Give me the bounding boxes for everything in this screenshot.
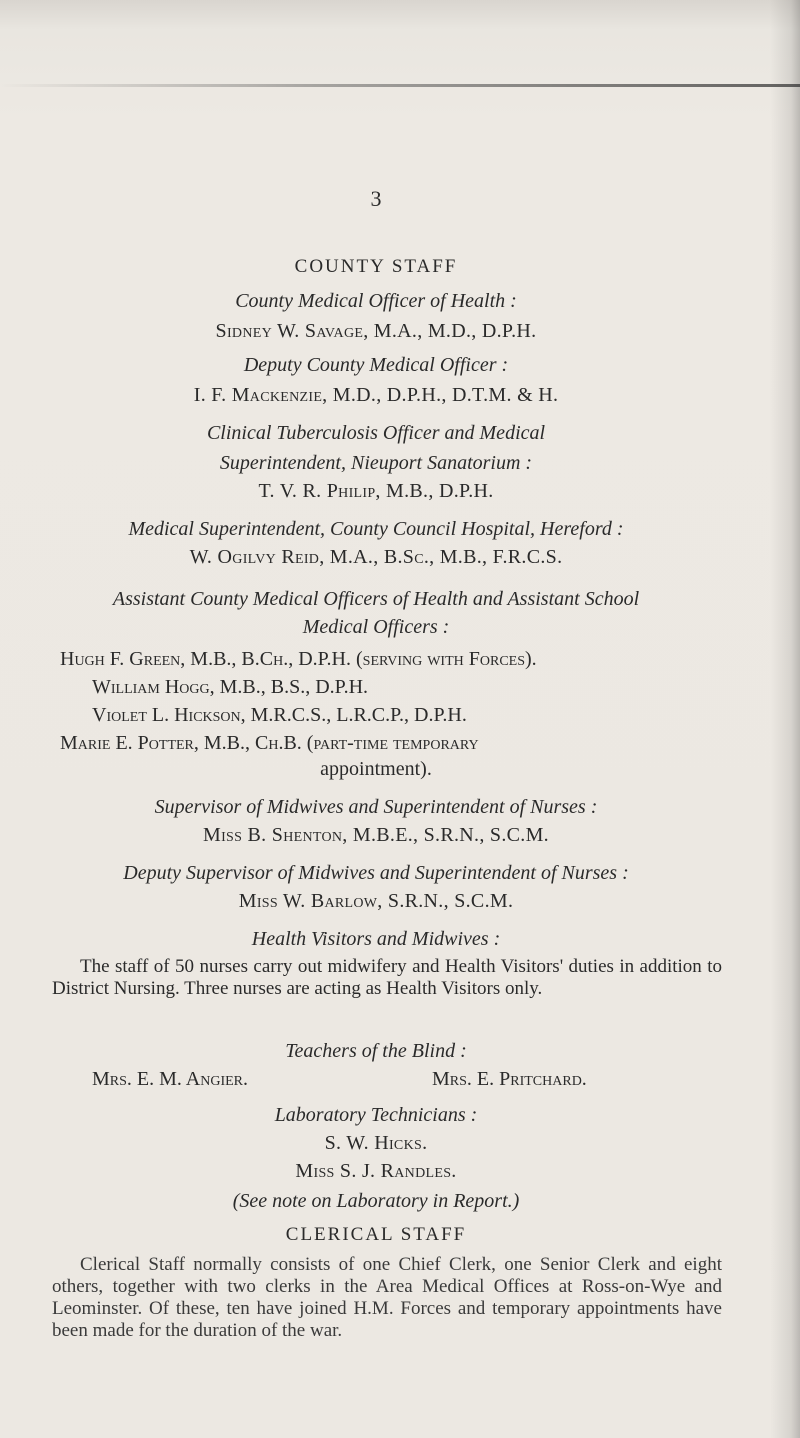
ms-name: W. Ogilvy Reid, M.A., B.Sc., M.B., F.R.C.S. (189, 546, 563, 568)
lab-note: (See note on Laboratory in Report.) (232, 1190, 520, 1212)
lab-title: Laboratory Technicians : (274, 1104, 478, 1126)
dcmo-title: Deputy County Medical Officer : (243, 354, 509, 376)
acmo-name-1: Hugh F. Green, M.B., B.Ch., D.P.H. (serving with Forces). (60, 648, 537, 670)
hv-title: Health Visitors and Midwives : (251, 928, 501, 950)
ctb-title-line2: Superintendent, Nieuport Sanatorium : (219, 452, 533, 474)
acmo-name-4-cont: appointment). (320, 758, 432, 780)
tb-title: Teachers of the Blind : (285, 1040, 467, 1062)
clerical-paragraph: Clerical Staff normally consists of one Chief Clerk, one Senior Clerk and eight others, together with two clerks in the Area Medical Offices at Ross-on-Wye and Leominster. Of these, ten have joined H.M. Forces and temporary appointments have been made for the duration of the war. (52, 1254, 722, 1341)
dsmw-name: Miss W. Barlow, S.R.N., S.C.M. (238, 890, 514, 912)
scan-right-edge-shadow (770, 0, 800, 1438)
acmo-name-4: Marie E. Potter, M.B., Ch.B. (part-time temporary (60, 732, 479, 754)
lab-name-1: S. W. Hicks. (324, 1132, 428, 1154)
smw-title: Supervisor of Midwives and Superintendent of Nurses : (154, 796, 598, 818)
tb-name-2: Mrs. E. Pritchard. (432, 1068, 587, 1090)
clerical-title: CLERICAL STAFF (285, 1224, 467, 1245)
scan-top-edge (0, 84, 800, 87)
cmo-name: Sidney W. Savage, M.A., M.D., D.P.H. (215, 320, 537, 342)
acmo-name-3: Violet L. Hickson, M.R.C.S., L.R.C.P., D.P.H. (92, 704, 467, 726)
dsmw-title: Deputy Supervisor of Midwives and Superintendent of Nurses : (123, 862, 629, 884)
ctb-name: T. V. R. Philip, M.B., D.P.H. (258, 480, 494, 502)
tb-name-1: Mrs. E. M. Angier. (92, 1068, 249, 1090)
page-title: COUNTY STAFF (294, 256, 458, 277)
page-number: 3 (370, 186, 382, 211)
acmo-name-2: William Hogg, M.B., B.S., D.P.H. (92, 676, 369, 698)
lab-name-2: Miss S. J. Randles. (295, 1160, 457, 1182)
ctb-title-line1: Clinical Tuberculosis Officer and Medical (206, 422, 546, 444)
ms-title: Medical Superintendent, County Council Hospital, Hereford : (128, 518, 624, 540)
dcmo-name: I. F. Mackenzie, M.D., D.P.H., D.T.M. & H. (193, 384, 559, 406)
acmo-title-line1: Assistant County Medical Officers of Health and Assistant School (112, 588, 640, 610)
hv-paragraph: The staff of 50 nurses carry out midwifery and Health Visitors' duties in addition to District Nursing. Three nurses are acting as Health Visitors only. (52, 956, 722, 999)
acmo-title-line2: Medical Officers : (302, 616, 450, 638)
smw-name: Miss B. Shenton, M.B.E., S.R.N., S.C.M. (203, 824, 549, 846)
cmo-title: County Medical Officer of Health : (235, 290, 517, 312)
